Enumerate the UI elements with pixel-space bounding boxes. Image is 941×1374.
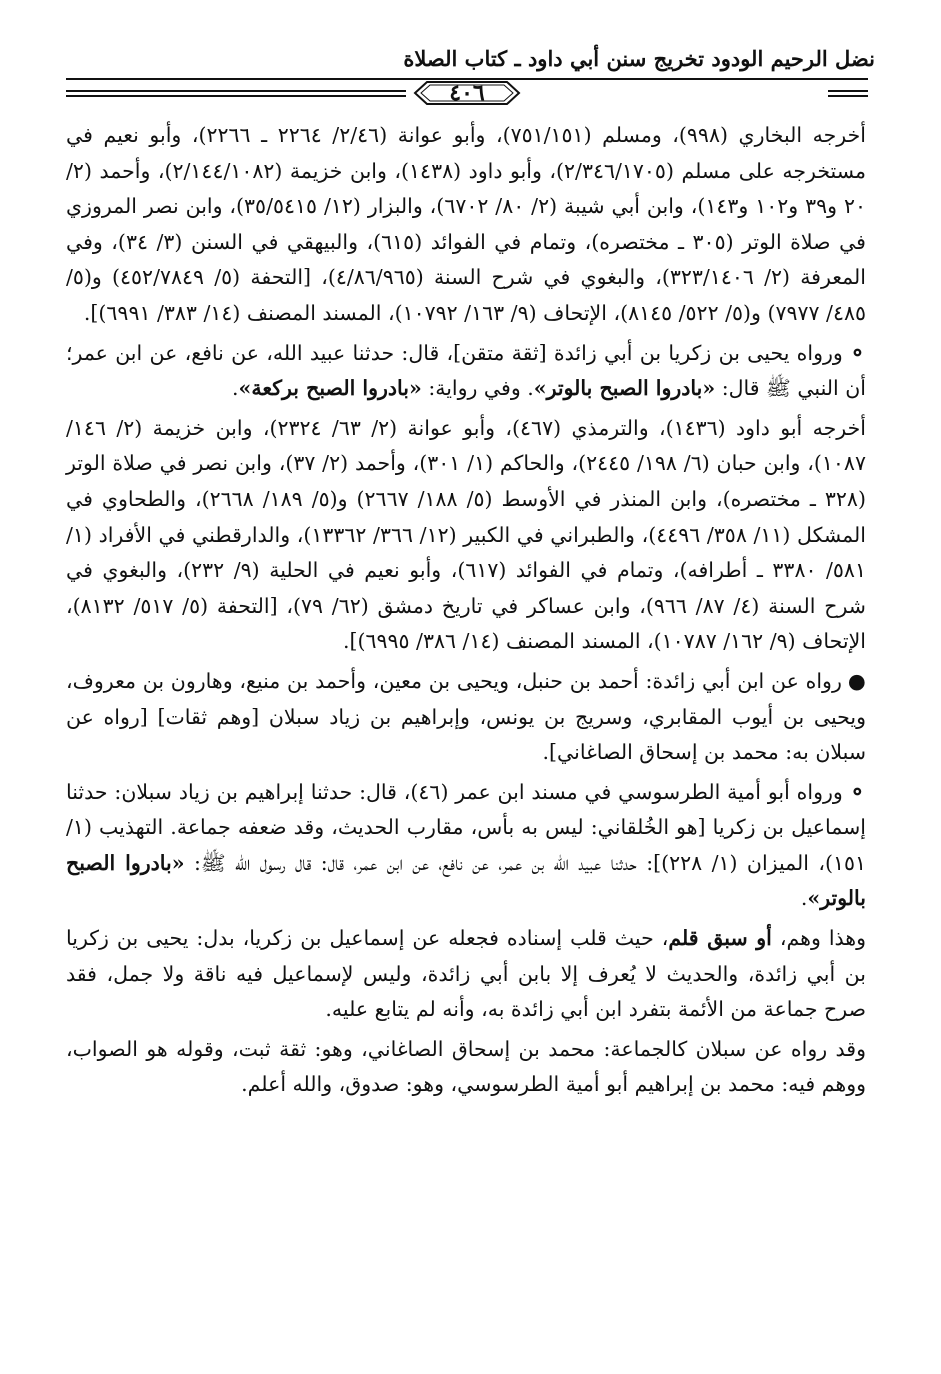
paragraph-5-text-a: ورواه أبو أمية الطرسوسي في مسند ابن عمر (٤٦)، قال: حدثنا إبراهيم بن زياد سبلان: حدثنا إسماعيل بن زكريا [هو الخُلقاني: ليس به بأس، مقارب الحديث، وقد ضعفه جماعة. التهذيب (١/ ١٥١)، الميزان (١/ ٢٢٨)]: حدثنا عبيد الله بن عمر، عن نافع، عن ابن عمر، قال: قال رسول الله ﷺ: <box>66 779 866 875</box>
hadith-quote: «بادروا الصبح بالوتر» <box>533 376 716 401</box>
paragraph-5 <box>66 775 866 917</box>
paragraph-3 <box>66 411 866 660</box>
paragraph-4 <box>66 664 866 771</box>
paragraph-4-text: رواه عن ابن أبي زائدة: أحمد بن حنبل، ويحيى بن معين، وأحمد بن منيع، وهارون بن معروف، ويحيى بن أيوب المقابري، وسريج بن يونس، وإبراهيم بن زياد سبلان [وهم ثقات] [رواه عن سبلان به: محمد بن إسحاق الصاغاني]. <box>66 668 866 765</box>
page-number-frame <box>411 80 523 106</box>
paragraph-7-text: وقد رواه عن سبلان كالجماعة: محمد بن إسحاق الصاغاني، وهو: ثقة ثبت، وقوله هو الصواب، ووهم فيه: محمد بن إبراهيم أبو أمية الطرسوسي، وهو: صدوق، والله أعلم. <box>66 1036 866 1097</box>
hollow-bullet-icon: ⚬ <box>848 340 866 365</box>
paragraph-1 <box>66 118 866 332</box>
hollow-bullet-icon: ⚬ <box>848 779 866 804</box>
paragraph-3-text: أخرجه أبو داود (١٤٣٦)، والترمذي (٤٦٧)، وأبو عوانة (٢/ ٦٣/ ٢٣٢٤)، وابن خزيمة (٢/ ١٤٦/ ١٠٨٧)، وابن حبان (٦/ ١٩٨/ ٢٤٤٥)، والحاكم (١/ ٣٠١)، وأحمد (٢/ ٣٧)، وابن نصر في صلاة الوتر (٣٢٨ ـ مختصره)، وابن المنذر في الأوسط (٥/ ١٨٨/ ٢٦٦٧) و(٥/ ١٨٩/ ٢٦٦٨)، والطحاوي في المشكل (١١/ ٣٥٨/ ٤٤٩٦)، والطبراني في الكبير (١٢/ ٣٦٦/ ١٣٣٦٢)، والدارقطني في الأفراد (١/ ٥٨١/ ٣٣٨٠ ـ أطرافه)، وتمام في الفوائد (٦١٧)، وأبو نعيم في الحلية (٩/ ٢٣٢)، والبغوي في شرح السنة (٤/ ٨٧/ ٩٦٦)، وابن عساكر في تاريخ دمشق (٦٢/ ٧٩)، [التحفة (٥/ ٥١٧/ ٨١٣٢)، الإتحاف (٩/ ١٦٢/ ١٠٧٨٧)، المسند المصنف (١٤/ ٣٨٦/ ٦٩٩٥)]. <box>66 415 866 654</box>
paragraph-6 <box>66 921 866 1028</box>
running-header-title: نضل الرحيم الودود تخريج سنن أبي داود ـ كتاب الصلاة <box>403 46 875 71</box>
paragraph-6-text-a: وهذا وهم، <box>771 926 867 951</box>
header-rule-right-2 <box>828 95 868 97</box>
paragraph-2-text-a: ورواه يحيى بن زكريا بن أبي زائدة [ثقة متقن]، قال: حدثنا عبيد الله، عن نافع، عن ابن عمر؛ أن النبي ﷺ قال: <box>66 340 866 401</box>
paragraph-2-text-b: . وفي رواية: <box>421 376 534 401</box>
paragraph-1-text: أخرجه البخاري (٩٩٨)، ومسلم (٧٥١/١٥١)، وأبو عوانة (٢/٤٦/ ٢٢٦٤ ـ ٢٢٦٦)، وأبو نعيم في مستخرجه على مسلم (٢/٣٤٦/١٧٠٥)، وأبو داود (١٤٣٨)، وابن خزيمة (٢/١٤٤/١٠٨٢)، وأحمد (٢/ ٢٠ و٣٩ و١٠٢ و١٤٣)، وابن أبي شيبة (٢/ ٨٠/ ٦٧٠٢)، والبزار (١٢/ ٣٥/٥٤١٥)، وابن نصر المروزي في صلاة الوتر (٣٠٥ ـ مختصره)، وتمام في الفوائد (٦١٥)، والبيهقي في السنن (٣/ ٣٤)، وفي المعرفة (٢/ ٣٢٣/١٤٠٦)، والبغوي في شرح السنة (٤/٨٦/٩٦٥)، [التحفة (٥/ ٤٥٢/٧٨٤٩) و(٥/ ٤٨٥/ ٧٩٧٧) و(٥/ ٥٢٢/ ٨١٤٥)، الإتحاف (٩/ ١٦٣/ ١٠٧٩٢)، المسند المصنف (١٤/ ٣٨٣/ ٦٩٩١)]. <box>66 123 867 325</box>
solid-bullet-icon: ● <box>847 668 866 693</box>
paragraph-5-text-b: . <box>800 886 808 911</box>
page-body <box>66 118 866 1107</box>
header-rule-left-2 <box>66 95 406 97</box>
emphasis-text: أو سبق قلم <box>668 926 772 951</box>
paragraph-2-text-c: . <box>231 376 239 401</box>
paragraph-7 <box>66 1032 866 1103</box>
hadith-quote-variant: «بادروا الصبح بركعة» <box>238 376 422 401</box>
header-rule-left-1 <box>66 90 406 92</box>
page-number: ٤٠٦ <box>449 80 485 106</box>
paragraph-6-text-b: ، حيث قلب إسناده فجعله عن إسماعيل بن زكريا، بدل: يحيى بن زكريا بن أبي زائدة، والحديث لا يُعرف إلا بابن أبي زائدة، وليس لإسماعيل فيه ناقة ولا جمل، فقد صرح جماعة من الأئمة بتفرد ابن أبي زائدة به، وأنه لم يتابع عليه. <box>66 926 866 1022</box>
hadith-quote: «بادروا الصبح بالوتر» <box>66 850 866 911</box>
header-rule-right-1 <box>828 90 868 92</box>
page-number-bar <box>66 80 868 108</box>
paragraph-2 <box>66 336 866 407</box>
